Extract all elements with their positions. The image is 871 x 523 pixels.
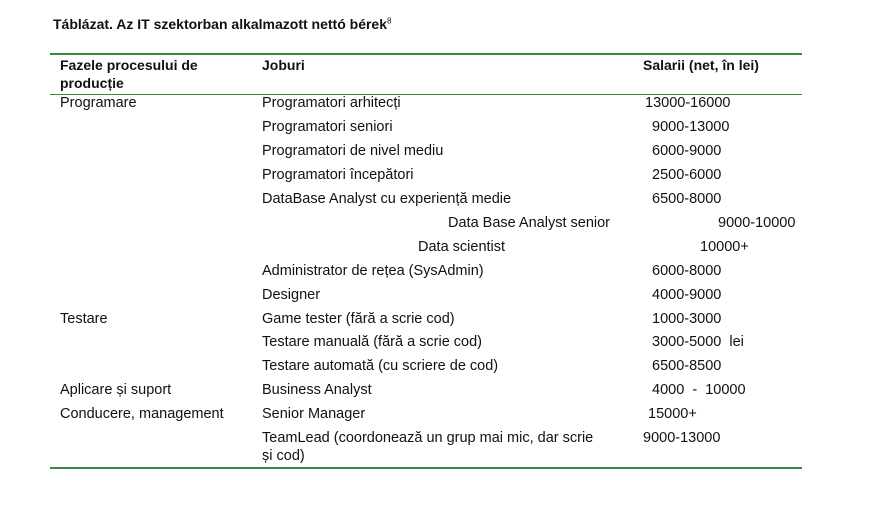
salary-cell: 1000-3000: [652, 311, 722, 327]
bottom-rule: [50, 467, 802, 469]
phase-programare: Programare: [60, 95, 137, 111]
table-title: Táblázat. Az IT szektorban alkalmazott nettó bérek$^8$: [53, 16, 392, 32]
top-rule: [50, 53, 802, 55]
header-phase: Fazele procesului de producție: [60, 57, 198, 91]
salary-cell: 9000-13000: [643, 430, 721, 446]
salary-cell: 6000-8000: [652, 263, 722, 279]
header-salary: Salarii (net, în lei): [643, 57, 759, 73]
salary-cell: 6500-8000: [652, 191, 722, 207]
job-cell: TeamLead (coordonează un grup mai mic, dar scrie și cod): [262, 430, 594, 464]
job-cell: Programatori seniori: [262, 119, 393, 135]
salary-cell: 15000+: [648, 406, 697, 422]
job-cell: Data scientist: [418, 239, 506, 255]
salary-cell: 4000-9000: [652, 287, 722, 303]
header-jobs: Joburi: [262, 57, 305, 73]
job-cell: DataBase Analyst cu experiență medie: [262, 191, 512, 207]
job-cell: Designer: [262, 287, 321, 303]
job-cell: Administrator de rețea (SysAdmin): [262, 263, 484, 279]
salary-cell: 6500-8500: [652, 358, 722, 374]
job-cell: Programatori de nivel mediu: [262, 143, 444, 159]
phase-conducere: Conducere, management: [60, 406, 224, 422]
job-cell: Data Base Analyst senior: [448, 215, 611, 231]
salary-cell: 3000-5000 lei: [652, 334, 744, 350]
job-cell: Senior Manager: [262, 406, 366, 422]
job-cell: Game tester (fără a scrie cod): [262, 311, 455, 327]
phase-aplicare: Aplicare și suport: [60, 382, 172, 398]
salary-cell: 4000 - 10000: [652, 382, 746, 398]
salary-cell: 10000+: [700, 239, 749, 255]
job-cell: Programatori începători: [262, 167, 414, 183]
salary-cell: 2500-6000: [652, 167, 722, 183]
job-cell: Testare automată (cu scriere de cod): [262, 358, 499, 374]
phase-testare: Testare: [60, 311, 108, 327]
salary-cell: 13000-16000: [645, 95, 731, 111]
salary-cell: 6000-9000: [652, 143, 722, 159]
job-cell: Testare manuală (fără a scrie cod): [262, 334, 483, 350]
footnote-marker: 8: [387, 16, 392, 26]
salary-cell: 9000-10000: [718, 215, 796, 231]
job-cell: Programatori arhitecți: [262, 95, 401, 111]
salary-cell: 9000-13000: [652, 119, 730, 135]
job-cell: Business Analyst: [262, 382, 372, 398]
